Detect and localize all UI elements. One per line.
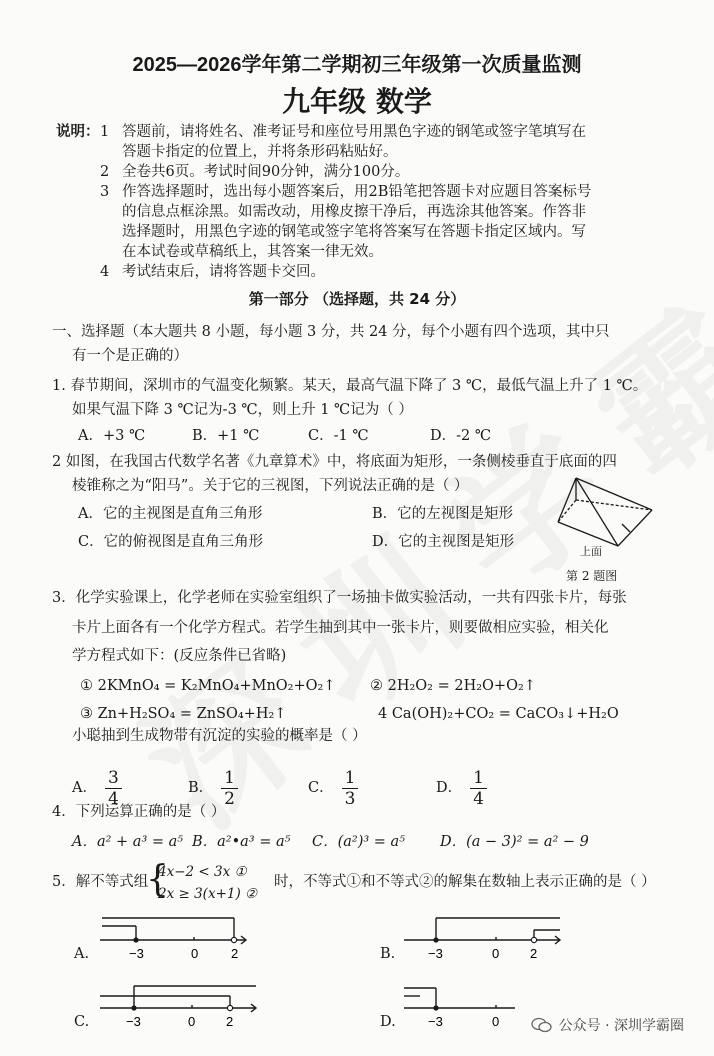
option-d: D.	[380, 1014, 396, 1030]
tick-label: 2	[530, 946, 538, 961]
footer-watermark	[531, 1015, 684, 1035]
section-title: 第一部分 （选择题，共 24 分）	[248, 290, 466, 308]
instruction-line: 选择题时，用黑色字迹的钢笔或签字笔将答案写在答题卡指定区域内。写	[122, 224, 586, 240]
tick-label: 0	[191, 946, 199, 961]
tick-label: 2	[226, 1014, 234, 1029]
tick-label: −3	[428, 1014, 443, 1029]
question-1-stem: 如果气温下降 3 ℃记为-3 ℃，则上升 1 ℃记为（ ）	[72, 402, 413, 418]
option-c: C．(a²)³ = a⁵	[312, 834, 406, 850]
number-line-a	[96, 908, 256, 968]
wechat-icon	[531, 1017, 553, 1033]
instruction-num: 2	[100, 164, 110, 180]
number-line-b	[400, 908, 570, 968]
equation-2: ② 2H₂O₂ = 2H₂O+O₂↑	[370, 678, 536, 694]
option-c: C.	[74, 1014, 90, 1030]
question-3-stem: 3．化学实验课上，化学老师在实验室组织了一场抽卡做实验活动，一共有四张卡片，每张	[52, 590, 627, 606]
option-d: D．-2 ℃	[430, 428, 492, 444]
option-a: A．+3 ℃	[78, 428, 146, 444]
option-a: A． $\frac{3}{4}$	[72, 764, 122, 812]
equation-3: ③ Zn+H₂SO₄ = ZnSO₄+H₂↑	[80, 706, 287, 722]
instruction-line: 在本试卷或草稿纸上，其答案一律无效。	[122, 244, 383, 260]
question-4-stem: 4．下列运算正确的是（ ）	[52, 804, 226, 820]
question-2-stem: 2 如图，在我国古代数学名著《九章算术》中，将底面为矩形，一条侧棱垂直于底面的四	[52, 454, 617, 470]
equation-4: 4 Ca(OH)₂+CO₂ = CaCO₃↓+H₂O	[378, 706, 619, 722]
brace: {	[146, 859, 169, 900]
tick-label: 2	[231, 946, 239, 961]
option-a: A.	[74, 946, 90, 962]
instruction-line: 答题卡指定的位置上，并将条形码粘贴好。	[122, 144, 398, 160]
part-intro: 有一个是正确的）	[72, 348, 188, 364]
instruction-line: 的信息点框涂黑。如需改动，用橡皮擦干净后，再选涂其他答案。作答非	[122, 204, 586, 220]
option-d: D．它的主视图是矩形	[372, 534, 515, 550]
option-b: B.	[380, 946, 396, 962]
number-line-d	[400, 978, 520, 1038]
equation-1: ① 2KMnO₄ = K₂MnO₄+MnO₂+O₂↑	[80, 678, 336, 694]
question-1-stem: 1. 春节期间，深圳市的气温变化频繁。某天，最高气温下降了 3 ℃，最低气温上升了 1 ℃。	[52, 378, 648, 394]
option-d: D．(a − 3)² = a² − 9	[440, 834, 589, 850]
option-d: D． $\frac{1}{4}$	[436, 764, 487, 812]
option-c: C．-1 ℃	[308, 428, 369, 444]
instruction-num: 1	[100, 124, 110, 140]
tick-label: −3	[129, 946, 144, 961]
tick-label: 0	[188, 1014, 196, 1029]
instruction-num: 4	[100, 264, 110, 280]
instructions-label: 说明：	[56, 124, 100, 140]
instruction-num: 3	[100, 184, 110, 200]
tick-label: 0	[492, 1014, 500, 1029]
instruction-line: 作答选择题时，选出每小题答案后，用2B铅笔把答题卡对应题目答案标号	[122, 184, 592, 200]
option-c: C．它的俯视图是直角三角形	[78, 534, 264, 550]
option-b: B．它的左视图是矩形	[372, 506, 514, 522]
instruction-line: 答题前，请将姓名、准考证号和座位号用黑色字迹的钢笔或签字笔填写在	[122, 124, 586, 140]
option-b: B．a²•a³ = a⁵	[192, 834, 291, 850]
instruction-line: 全卷共6页。考试时间90分钟，满分100分。	[122, 164, 410, 180]
exam-title: 2025—2026学年第二学期初三年级第一次质量监测	[132, 54, 582, 76]
part-intro: 一、选择题（本大题共 8 小题，每小题 3 分，共 24 分，每个小题有四个选项，其中只	[52, 324, 610, 340]
question-5-prefix: 5．解不等式组	[52, 874, 149, 890]
question-3-question: 小聪抽到生成物带有沉淀的实验的概率是（ ）	[72, 728, 367, 744]
tick-label: 0	[492, 946, 500, 961]
tick-label: −3	[428, 946, 443, 961]
tick-label: −3	[126, 1014, 141, 1029]
footer-text: 公众号 · 深圳学霸圈	[558, 1018, 684, 1034]
subject-title: 九年级 数学	[282, 85, 432, 118]
option-b: B．+1 ℃	[192, 428, 260, 444]
question-3-stem: 卡片上面各有一个化学方程式。若学生抽到其中一张卡片，则要做相应实验，相关化	[72, 620, 609, 636]
question-3-stem: 学方程式如下：(反应条件已省略)	[72, 648, 287, 664]
figure-caption: 第 2 题图	[566, 569, 618, 583]
option-a: A．它的主视图是直角三角形	[78, 506, 263, 522]
inequality-2: 2x ≥ 3(x+1) ②	[158, 886, 258, 902]
option-c: C． $\frac{1}{3}$	[308, 764, 358, 812]
option-a: A．a² + a³ = a⁵	[72, 834, 184, 850]
instruction-line: 考试结束后，请将答题卡交回。	[122, 264, 325, 280]
number-line-c	[96, 978, 266, 1038]
inequality-1: 4x−2 < 3x ①	[158, 864, 247, 880]
figure-label-top: 上面	[580, 545, 602, 558]
option-b: B． $\frac{1}{2}$	[188, 764, 238, 812]
question-5-suffix: 时，不等式①和不等式②的解集在数轴上表示正确的是（ ）	[274, 874, 656, 890]
question-2-stem: 棱锥称之为“阳马”。关于它的三视图，下列说法正确的是（ ）	[72, 478, 469, 494]
